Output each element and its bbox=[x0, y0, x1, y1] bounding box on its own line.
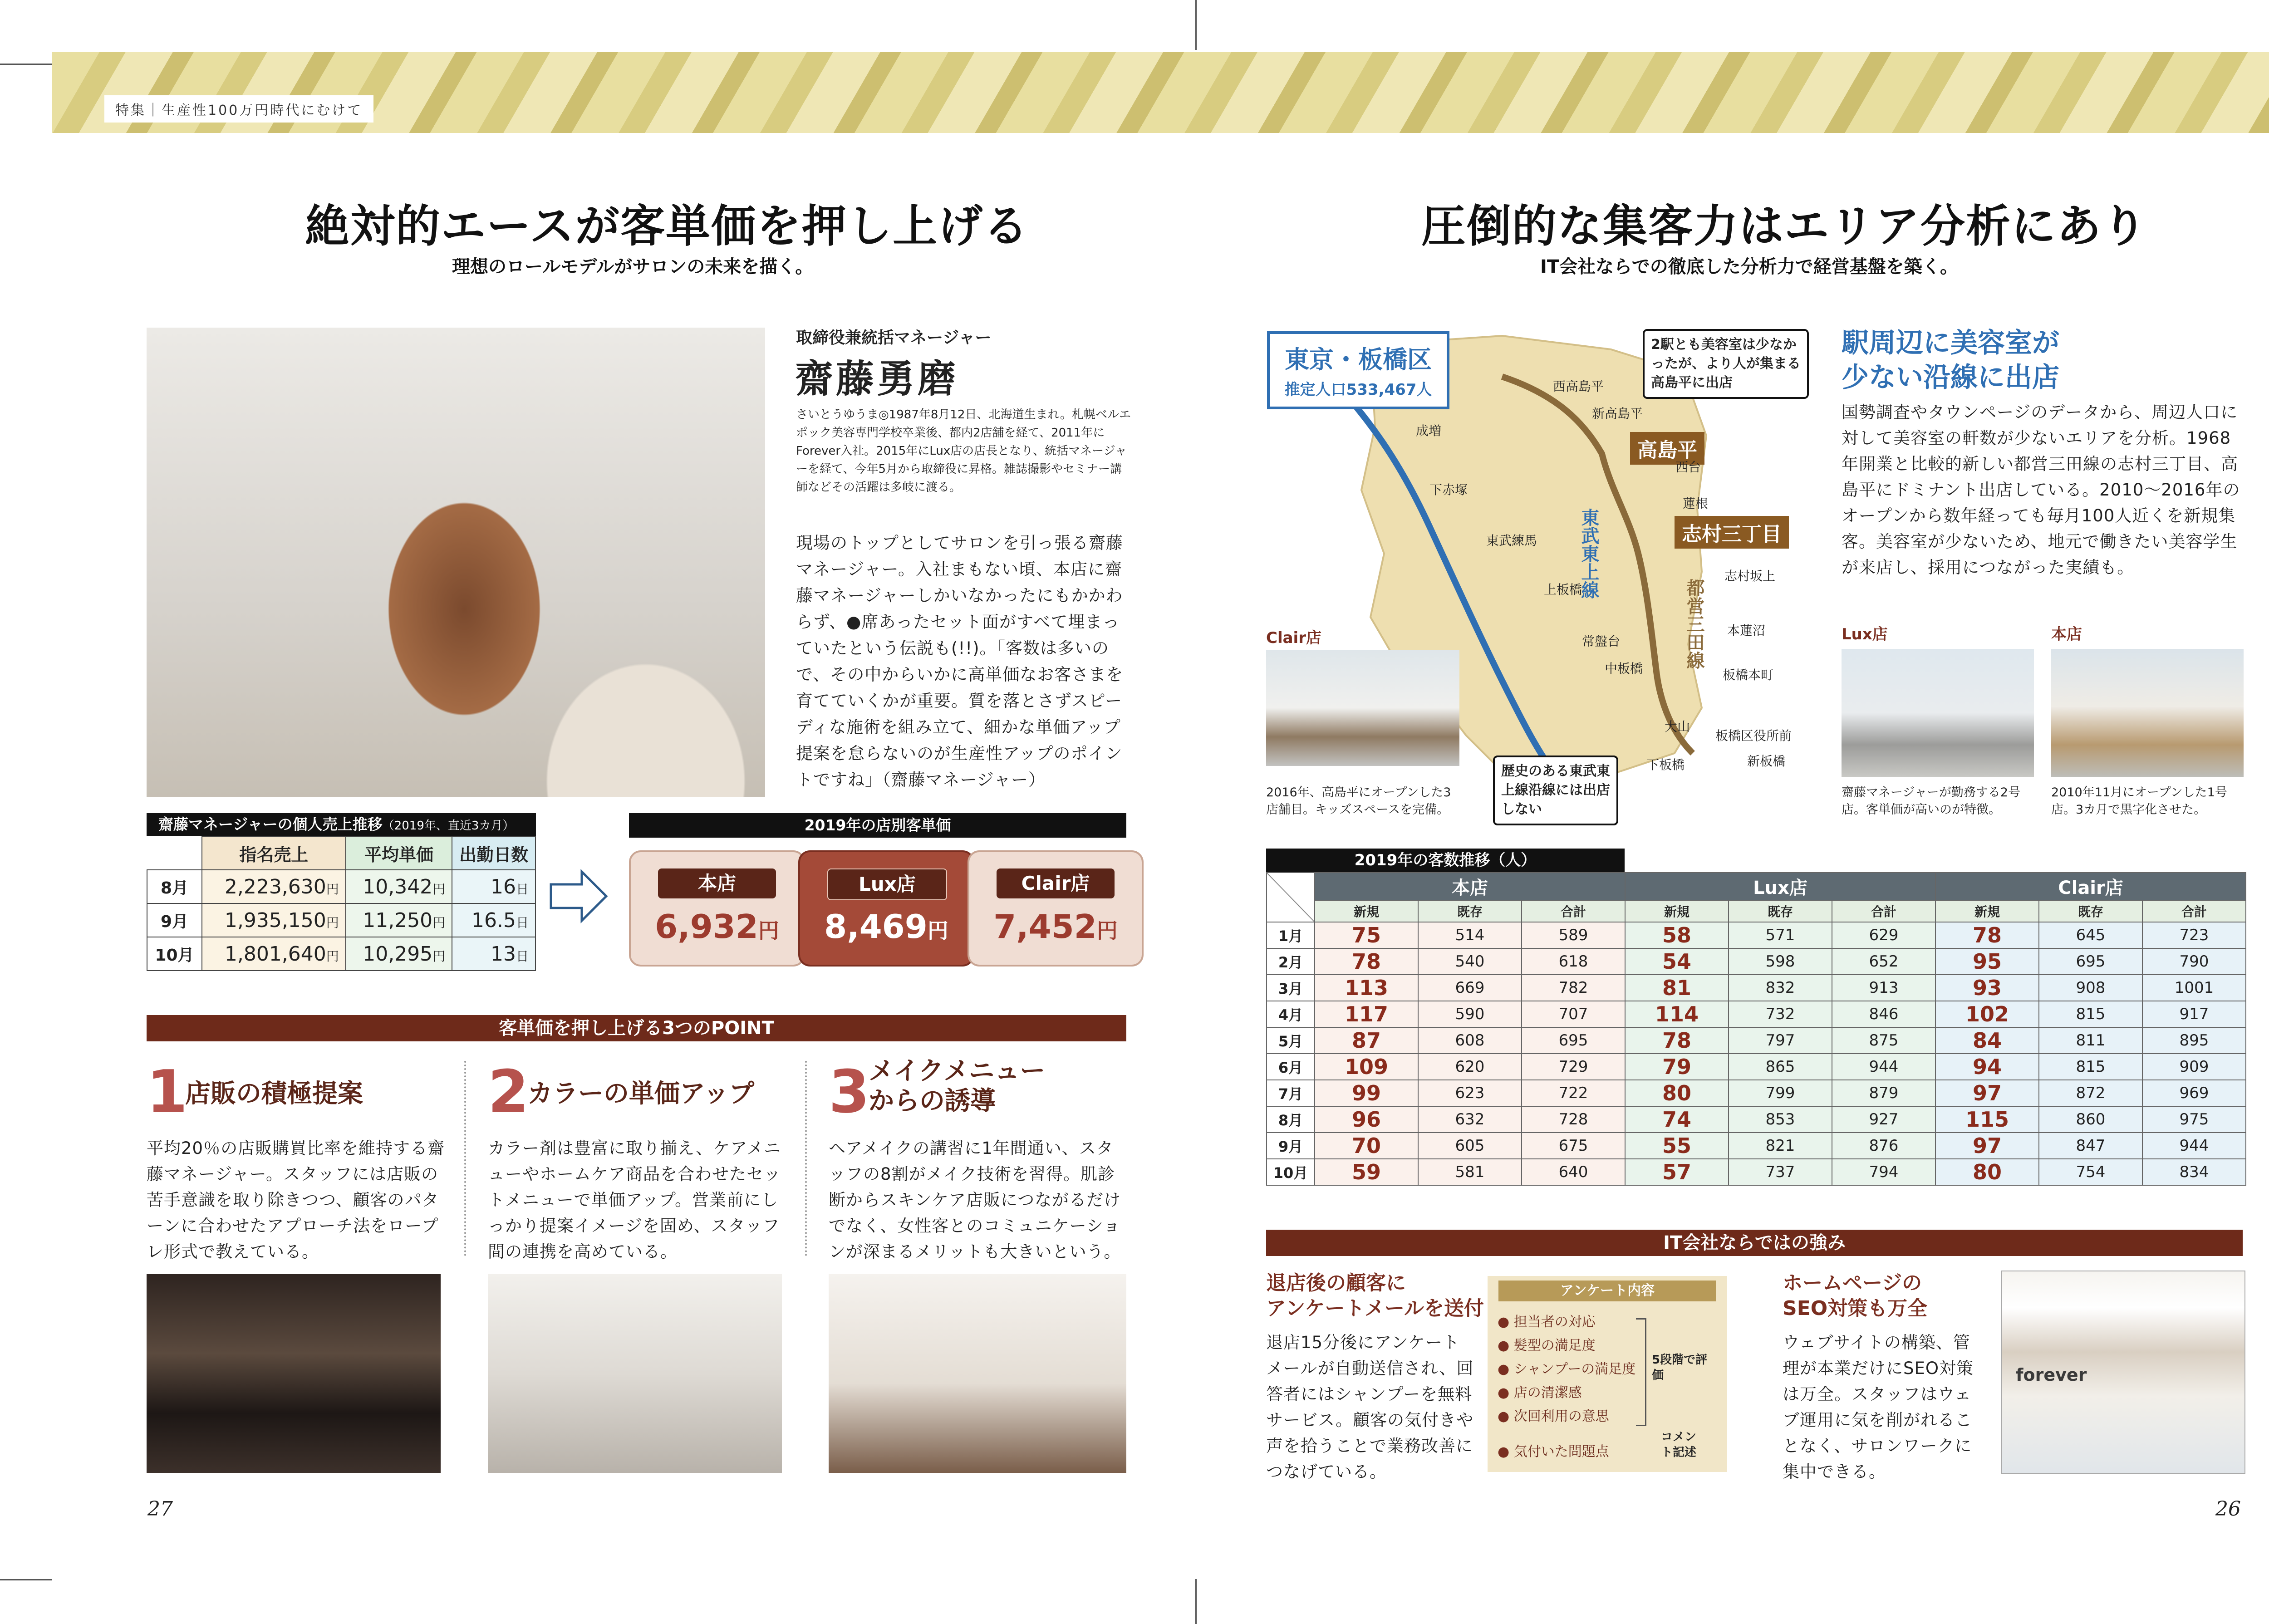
page-number-right: 26 bbox=[2215, 1497, 2241, 1521]
station-label: 下板橋 bbox=[1646, 757, 1685, 772]
day-unit: 日 bbox=[516, 915, 529, 930]
total-visitors-cell: 618 bbox=[1522, 948, 1625, 975]
returning-visitors-cell: 605 bbox=[1418, 1133, 1522, 1159]
new-visitors-cell: 102 bbox=[1935, 1001, 2039, 1027]
returning-visitors-cell: 645 bbox=[2039, 922, 2142, 948]
crop-mark bbox=[0, 1579, 52, 1580]
total-visitors-cell: 695 bbox=[1522, 1027, 1625, 1054]
returning-visitors-cell: 797 bbox=[1729, 1027, 1832, 1054]
store-price bbox=[800, 908, 972, 946]
table-row bbox=[1267, 1133, 2246, 1159]
avg-cell bbox=[346, 937, 452, 971]
lux-store-photo bbox=[1842, 649, 2034, 777]
new-visitors-cell: 84 bbox=[1935, 1027, 2039, 1054]
station-label: 常盤台 bbox=[1582, 634, 1621, 649]
price-unit: 円 bbox=[1096, 918, 1118, 943]
right-arrow-icon bbox=[549, 869, 608, 923]
sales-cell bbox=[202, 903, 346, 937]
station-highlight-shimura: 志村三丁目 bbox=[1675, 516, 1789, 549]
makeup-photo bbox=[829, 1274, 1126, 1473]
column-header: 合計 bbox=[2142, 900, 2246, 922]
rating-note: 5段階で評価 bbox=[1652, 1353, 1708, 1382]
new-visitors-cell: 95 bbox=[1935, 948, 2039, 975]
month-cell: 9月 bbox=[1267, 1133, 1315, 1159]
points-title-bar: 客単価を押し上げる3つのPOINT bbox=[147, 1015, 1126, 1041]
column-header: 既存 bbox=[1418, 900, 1522, 922]
survey-item-label: 店の清潔感 bbox=[1513, 1385, 1582, 1401]
store-price bbox=[969, 908, 1142, 946]
table-row bbox=[1267, 1106, 2246, 1133]
bullet-icon: ● bbox=[1498, 1408, 1510, 1424]
right-page-subtitle: IT会社ならでの徹底した分析力で経営基盤を築く。 bbox=[1540, 256, 1958, 277]
survey-item-label: 髪型の満足度 bbox=[1513, 1338, 1596, 1354]
yen-unit: 円 bbox=[432, 915, 446, 930]
station-highlight-takashimadaira: 高島平 bbox=[1630, 432, 1704, 465]
personal-sales-table bbox=[147, 836, 536, 971]
survey-item bbox=[1498, 1405, 1635, 1428]
point-title: 店販の積極提案 bbox=[185, 1079, 363, 1109]
point-number: 2 bbox=[488, 1057, 529, 1126]
total-visitors-cell: 846 bbox=[1832, 1001, 1935, 1027]
total-visitors-cell: 729 bbox=[1522, 1054, 1625, 1080]
returning-visitors-cell: 811 bbox=[2039, 1027, 2142, 1054]
total-visitors-cell: 879 bbox=[1832, 1080, 1935, 1106]
new-visitors-cell: 79 bbox=[1625, 1054, 1729, 1080]
table-header-empty bbox=[147, 836, 202, 870]
returning-visitors-cell: 669 bbox=[1418, 975, 1522, 1001]
new-visitors-cell: 113 bbox=[1315, 975, 1418, 1001]
visitor-table-title: 2019年の客数推移（人） bbox=[1266, 849, 1625, 872]
total-visitors-cell: 875 bbox=[1832, 1027, 1935, 1054]
avg-value: 10,342 bbox=[363, 875, 433, 898]
returning-visitors-cell: 632 bbox=[1418, 1106, 1522, 1133]
honten-store-label: 本店 bbox=[2051, 625, 2082, 643]
new-visitors-cell: 70 bbox=[1315, 1133, 1418, 1159]
returning-visitors-cell: 608 bbox=[1418, 1027, 1522, 1054]
site-logo: forever bbox=[2016, 1365, 2087, 1385]
new-visitors-cell: 58 bbox=[1625, 922, 1729, 948]
sales-value: 1,801,640 bbox=[224, 942, 326, 966]
station-label: 上板橋 bbox=[1544, 582, 1582, 597]
table-row bbox=[147, 870, 535, 903]
group-header: Lux店 bbox=[1625, 873, 1935, 900]
month-cell: 4月 bbox=[1267, 1001, 1315, 1027]
station-label: 下赤塚 bbox=[1429, 482, 1468, 497]
area-title: 東京・板橋区 bbox=[1285, 345, 1432, 374]
returning-visitors-cell: 571 bbox=[1729, 922, 1832, 948]
survey-box-title: アンケート内容 bbox=[1498, 1281, 1716, 1301]
area-box bbox=[1267, 331, 1449, 409]
new-visitors-cell: 96 bbox=[1315, 1106, 1418, 1133]
returning-visitors-cell: 623 bbox=[1418, 1080, 1522, 1106]
returning-visitors-cell: 620 bbox=[1418, 1054, 1522, 1080]
new-visitors-cell: 54 bbox=[1625, 948, 1729, 975]
store-price-title-bar: 2019年の店別客単価 bbox=[629, 813, 1126, 838]
survey-item-label: 担当者の対応 bbox=[1513, 1314, 1596, 1330]
returning-visitors-cell: 853 bbox=[1729, 1106, 1832, 1133]
total-visitors-cell: 944 bbox=[1832, 1054, 1935, 1080]
stylist-photo bbox=[147, 328, 765, 797]
total-visitors-cell: 917 bbox=[2142, 1001, 2246, 1027]
bullet-icon: ● bbox=[1498, 1361, 1510, 1377]
returning-visitors-cell: 754 bbox=[2039, 1159, 2142, 1185]
column-header: 既存 bbox=[1729, 900, 1832, 922]
total-visitors-cell: 675 bbox=[1522, 1133, 1625, 1159]
station-label: 志村坂上 bbox=[1724, 569, 1776, 584]
month-cell: 6月 bbox=[1267, 1054, 1315, 1080]
total-visitors-cell: 944 bbox=[2142, 1133, 2246, 1159]
new-visitors-cell: 78 bbox=[1935, 922, 2039, 948]
sales-cell bbox=[202, 870, 346, 903]
point-text: ヘアメイクの講習に1年間通い、スタッフの8割がメイク技術を習得。肌診断からスキンケア店販につながるだけでなく、女性客とのコミュニケーションが深まるメリットも大きいという。 bbox=[829, 1138, 1121, 1261]
avg-value: 11,250 bbox=[363, 908, 433, 932]
month-cell: 7月 bbox=[1267, 1080, 1315, 1106]
survey-item bbox=[1498, 1310, 1635, 1334]
days-cell bbox=[452, 870, 535, 903]
total-visitors-cell: 969 bbox=[2142, 1080, 2246, 1106]
section-tag: 特集｜生産性100万円時代にむけて bbox=[104, 95, 373, 123]
seo-text: ウェブサイトの構築、管理が本業だけにSEO対策は万全。スタッフはウェブ運用に気を削がれることなく、サロンワークに集中できる。 bbox=[1783, 1333, 1974, 1482]
right-page-title: 圧倒的な集客力はエリア分析にあり bbox=[1421, 201, 2148, 252]
days-value: 16.5 bbox=[471, 908, 516, 932]
profile-role: 取締役兼統括マネージャー bbox=[796, 329, 992, 347]
new-visitors-cell: 87 bbox=[1315, 1027, 1418, 1054]
price-unit: 円 bbox=[927, 918, 948, 943]
new-visitors-cell: 59 bbox=[1315, 1159, 1418, 1185]
returning-visitors-cell: 832 bbox=[1729, 975, 1832, 1001]
crop-mark bbox=[1195, 0, 1197, 50]
avg-value: 10,295 bbox=[363, 942, 433, 966]
total-visitors-cell: 723 bbox=[2142, 922, 2246, 948]
new-visitors-cell: 109 bbox=[1315, 1054, 1418, 1080]
table-row bbox=[1267, 1080, 2246, 1106]
personal-sales-title-bar bbox=[147, 813, 536, 836]
table-row bbox=[1267, 922, 2246, 948]
store-price-card-clair bbox=[968, 850, 1144, 967]
month-cell: 9月 bbox=[147, 903, 202, 937]
table-header: 指名売上 bbox=[202, 836, 346, 870]
price-value: 8,469 bbox=[824, 908, 928, 946]
new-visitors-cell: 78 bbox=[1315, 948, 1418, 975]
total-visitors-cell: 834 bbox=[2142, 1159, 2246, 1185]
station-label: 板橋区役所前 bbox=[1715, 728, 1792, 743]
station-label: 中板橋 bbox=[1605, 661, 1643, 676]
visitor-table bbox=[1266, 872, 2246, 1186]
total-visitors-cell: 909 bbox=[2142, 1054, 2246, 1080]
returning-visitors-cell: 799 bbox=[1729, 1080, 1832, 1106]
survey-text: 退店15分後にアンケートメールが自動送信され、回答者にはシャンプーを無料サービス。顧客の気付きや声を拾うことで業務改善につなげている。 bbox=[1266, 1333, 1474, 1482]
table-row bbox=[1267, 975, 2246, 1001]
yen-unit: 円 bbox=[432, 881, 446, 897]
yen-unit: 円 bbox=[326, 881, 339, 897]
store-label: Lux店 bbox=[827, 868, 947, 900]
bullet-icon: ● bbox=[1498, 1385, 1510, 1401]
new-visitors-cell: 94 bbox=[1935, 1054, 2039, 1080]
clair-store-photo bbox=[1266, 650, 1459, 766]
table-row bbox=[147, 937, 535, 971]
corner-cell bbox=[1267, 873, 1315, 922]
left-page-subtitle: 理想のロールモデルがサロンの未来を描く。 bbox=[452, 256, 814, 277]
returning-visitors-cell: 860 bbox=[2039, 1106, 2142, 1133]
survey-item bbox=[1498, 1440, 1635, 1464]
table-row bbox=[1267, 1001, 2246, 1027]
station-label: 蓮根 bbox=[1683, 496, 1709, 511]
returning-visitors-cell: 865 bbox=[1729, 1054, 1832, 1080]
returning-visitors-cell: 590 bbox=[1418, 1001, 1522, 1027]
seo-heading-line2: SEO対策も万全 bbox=[1783, 1297, 1928, 1320]
new-visitors-cell: 78 bbox=[1625, 1027, 1729, 1054]
bracket bbox=[1636, 1318, 1646, 1426]
sales-value: 2,223,630 bbox=[224, 875, 326, 898]
point-title bbox=[869, 1056, 1045, 1116]
total-visitors-cell: 895 bbox=[2142, 1027, 2246, 1054]
returning-visitors-cell: 540 bbox=[1418, 948, 1522, 975]
returning-visitors-cell: 815 bbox=[2039, 1001, 2142, 1027]
table-row bbox=[1267, 1054, 2246, 1080]
new-visitors-cell: 115 bbox=[1935, 1106, 2039, 1133]
survey-items bbox=[1498, 1310, 1635, 1464]
strategy-text: 国勢調査やタウンページのデータから、周辺人口に対して美容室の軒数が少ないエリアを分析。1968年開業と比較的新しい都営三田線の志村三丁目、高島平にドミナント出店している。2010～2016年のオープンから数年経っても毎月100人近くを新規集客。美容室が少ないため、地元で働きたい美容学生が来店し、採用につながった実績も。 bbox=[1842, 402, 2240, 577]
callout-top: 2駅とも美容室は少なかったが、より人が集まる高島平に出店 bbox=[1643, 329, 1809, 399]
month-cell: 1月 bbox=[1267, 922, 1315, 948]
station-label: 板橋本町 bbox=[1723, 667, 1774, 682]
returning-visitors-cell: 908 bbox=[2039, 975, 2142, 1001]
returning-visitors-cell: 872 bbox=[2039, 1080, 2142, 1106]
price-value: 6,932 bbox=[655, 908, 758, 946]
station-label: 西台 bbox=[1675, 460, 1701, 475]
left-page-title: 絶対的エースが客単価を押し上げる bbox=[305, 201, 1029, 252]
new-visitors-cell: 99 bbox=[1315, 1080, 1418, 1106]
color-consult-photo bbox=[488, 1274, 782, 1473]
lux-store-caption: 齋藤マネージャーが勤務する2号店。客単価が高いのが特徴。 bbox=[1842, 785, 2021, 817]
total-visitors-cell: 728 bbox=[1522, 1106, 1625, 1133]
new-visitors-cell: 97 bbox=[1935, 1133, 2039, 1159]
store-label: 本店 bbox=[658, 868, 776, 898]
month-cell: 2月 bbox=[1267, 948, 1315, 975]
strategy-heading bbox=[1842, 326, 2059, 395]
column-divider bbox=[805, 1061, 807, 1256]
crop-mark bbox=[1195, 1579, 1197, 1624]
column-header: 新規 bbox=[1625, 900, 1729, 922]
month-cell: 10月 bbox=[147, 937, 202, 971]
survey-heading-line2: アンケートメールを送付 bbox=[1266, 1297, 1484, 1320]
station-label: 新高島平 bbox=[1592, 406, 1643, 421]
yen-unit: 円 bbox=[326, 915, 339, 930]
month-cell: 3月 bbox=[1267, 975, 1315, 1001]
sales-value: 1,935,150 bbox=[224, 908, 326, 932]
retail-shelf-photo bbox=[147, 1274, 441, 1473]
personal-sales-title: 齋藤マネージャーの個人売上推移 bbox=[158, 815, 383, 833]
new-visitors-cell: 117 bbox=[1315, 1001, 1418, 1027]
station-label: 西高島平 bbox=[1553, 379, 1604, 394]
returning-visitors-cell: 847 bbox=[2039, 1133, 2142, 1159]
bullet-icon: ● bbox=[1498, 1338, 1510, 1354]
honten-store-caption: 2010年11月にオープンした1号店。3カ月で黒字化させた。 bbox=[2051, 785, 2227, 817]
store-label: Clair店 bbox=[997, 868, 1115, 898]
table-row bbox=[1267, 1159, 2246, 1185]
total-visitors-cell: 975 bbox=[2142, 1106, 2246, 1133]
returning-visitors-cell: 732 bbox=[1729, 1001, 1832, 1027]
station-label: 東武練馬 bbox=[1486, 533, 1537, 548]
group-header: 本店 bbox=[1315, 873, 1625, 900]
personal-sales-note: （2019年、直近3カ月） bbox=[382, 819, 515, 833]
website-screenshot bbox=[2001, 1271, 2245, 1474]
price-unit: 円 bbox=[758, 918, 779, 943]
survey-item bbox=[1498, 1358, 1635, 1381]
total-visitors-cell: 927 bbox=[1832, 1106, 1935, 1133]
total-visitors-cell: 629 bbox=[1832, 922, 1935, 948]
table-row bbox=[1267, 1027, 2246, 1054]
total-visitors-cell: 913 bbox=[1832, 975, 1935, 1001]
visitor-table-body bbox=[1267, 922, 2246, 1185]
clair-store-caption: 2016年、高島平にオープンした3店舗目。キッズスペースを完備。 bbox=[1266, 785, 1451, 817]
survey-item bbox=[1498, 1334, 1635, 1358]
table-row bbox=[147, 903, 535, 937]
days-cell bbox=[452, 903, 535, 937]
avg-cell bbox=[346, 870, 452, 903]
total-visitors-cell: 790 bbox=[2142, 948, 2246, 975]
seo-heading bbox=[1783, 1271, 1927, 1321]
total-visitors-cell: 782 bbox=[1522, 975, 1625, 1001]
days-value: 13 bbox=[490, 942, 516, 966]
bullet-icon: ● bbox=[1498, 1444, 1510, 1460]
point-number: 1 bbox=[147, 1057, 188, 1126]
total-visitors-cell: 722 bbox=[1522, 1080, 1625, 1106]
it-strengths-title-bar: IT会社ならではの強み bbox=[1266, 1230, 2243, 1256]
table-header: 平均単価 bbox=[346, 836, 452, 870]
store-price-card-honten bbox=[629, 850, 805, 967]
yen-unit: 円 bbox=[326, 948, 339, 964]
clair-store-label: Clair店 bbox=[1266, 629, 1321, 647]
page-number-left: 27 bbox=[147, 1497, 173, 1521]
total-visitors-cell: 707 bbox=[1522, 1001, 1625, 1027]
column-header: 新規 bbox=[1315, 900, 1418, 922]
new-visitors-cell: 57 bbox=[1625, 1159, 1729, 1185]
strategy-heading-line2: 少ない沿線に出店 bbox=[1842, 362, 2059, 393]
month-cell: 8月 bbox=[1267, 1106, 1315, 1133]
column-header: 合計 bbox=[1522, 900, 1625, 922]
point-title-line1: メイクメニュー bbox=[869, 1056, 1046, 1086]
new-visitors-cell: 55 bbox=[1625, 1133, 1729, 1159]
returning-visitors-cell: 514 bbox=[1418, 922, 1522, 948]
new-visitors-cell: 93 bbox=[1935, 975, 2039, 1001]
total-visitors-cell: 652 bbox=[1832, 948, 1935, 975]
station-label: 新板橋 bbox=[1747, 754, 1786, 769]
month-cell: 5月 bbox=[1267, 1027, 1315, 1054]
sales-cell bbox=[202, 937, 346, 971]
area-population: 推定人口533,467人 bbox=[1284, 381, 1432, 399]
returning-visitors-cell: 695 bbox=[2039, 948, 2142, 975]
new-visitors-cell: 114 bbox=[1625, 1001, 1729, 1027]
new-visitors-cell: 75 bbox=[1315, 922, 1418, 948]
profile-text: 現場のトップとしてサロンを引っ張る齋藤マネージャー。入社まもない頃、本店に齋藤マネージャーしかいなかったにもかかわらず、●席あったセット面がすべて埋まっていたという伝説も(!!)。「客数は多いので、その中からいかに高単価なお客さまを育てていくかが重要。質を落とさずスピーディな施術を組み立て、細かな単価アップ提案を怠らないのが生産性アップのポイントですね」（齋藤マネージャー） bbox=[796, 533, 1124, 790]
tobu-line-label: 東武東上線 bbox=[1578, 508, 1599, 599]
survey-item-label: シャンプーの満足度 bbox=[1513, 1361, 1636, 1377]
day-unit: 日 bbox=[516, 948, 529, 964]
callout-bottom: 歴史のある東武東上線沿線には出店しない bbox=[1493, 756, 1618, 825]
column-divider bbox=[464, 1061, 466, 1256]
survey-heading-line1: 退店後の顧客に bbox=[1266, 1271, 1406, 1295]
profile-name: 齋藤勇磨 bbox=[795, 357, 959, 401]
seo-heading-line1: ホームページの bbox=[1783, 1271, 1922, 1295]
returning-visitors-cell: 598 bbox=[1729, 948, 1832, 975]
days-value: 16 bbox=[490, 875, 516, 898]
point-number: 3 bbox=[829, 1057, 870, 1126]
survey-heading bbox=[1266, 1271, 1484, 1321]
days-cell bbox=[452, 937, 535, 971]
month-cell: 10月 bbox=[1267, 1159, 1315, 1185]
money-banner bbox=[52, 52, 2269, 133]
crop-mark bbox=[0, 64, 52, 65]
returning-visitors-cell: 737 bbox=[1729, 1159, 1832, 1185]
station-label: 成増 bbox=[1416, 423, 1442, 438]
avg-cell bbox=[346, 903, 452, 937]
new-visitors-cell: 80 bbox=[1625, 1080, 1729, 1106]
point-text: カラー剤は豊富に取り揃え、ケアメニューやホームケア商品を合わせたセットメニューで単価アップ。営業前にしっかり提案イメージを固め、スタッフ間の連携を高めている。 bbox=[488, 1138, 781, 1261]
total-visitors-cell: 794 bbox=[1832, 1159, 1935, 1185]
point-title: カラーの単価アップ bbox=[527, 1079, 755, 1109]
returning-visitors-cell: 581 bbox=[1418, 1159, 1522, 1185]
new-visitors-cell: 80 bbox=[1935, 1159, 2039, 1185]
store-price bbox=[631, 908, 803, 946]
station-label: 本蓮沼 bbox=[1727, 623, 1766, 638]
bullet-icon: ● bbox=[1498, 1314, 1510, 1330]
survey-item-label: 気付いた問題点 bbox=[1513, 1444, 1609, 1460]
total-visitors-cell: 589 bbox=[1522, 922, 1625, 948]
new-visitors-cell: 81 bbox=[1625, 975, 1729, 1001]
total-visitors-cell: 1001 bbox=[2142, 975, 2246, 1001]
column-header: 新規 bbox=[1935, 900, 2039, 922]
returning-visitors-cell: 821 bbox=[1729, 1133, 1832, 1159]
point-title-line2: からの誘導 bbox=[869, 1086, 996, 1116]
survey-item bbox=[1498, 1381, 1635, 1405]
store-price-card-lux bbox=[798, 850, 974, 967]
mita-line-label: 都営三田線 bbox=[1684, 579, 1704, 669]
station-label: 大山 bbox=[1665, 719, 1690, 734]
profile-bio: さいとうゆうま◎1987年8月12日、北海道生まれ。札幌ベルエポック美容専門学校卒業後、都内2店舗を経て、2011年にForever入社。2015年にLux店の店長となり、統括マネージャーを経て、今年5月から取締役に昇格。雑誌撮影やセミナー講師などその活躍は多岐に渡る。 bbox=[796, 408, 1131, 494]
lux-store-label: Lux店 bbox=[1842, 625, 1888, 643]
total-visitors-cell: 876 bbox=[1832, 1133, 1935, 1159]
comment-note: コメント記述 bbox=[1661, 1430, 1697, 1459]
column-header: 合計 bbox=[1832, 900, 1935, 922]
yen-unit: 円 bbox=[432, 948, 446, 964]
column-header: 既存 bbox=[2039, 900, 2142, 922]
returning-visitors-cell: 815 bbox=[2039, 1054, 2142, 1080]
new-visitors-cell: 97 bbox=[1935, 1080, 2039, 1106]
group-header: Clair店 bbox=[1935, 873, 2246, 900]
price-value: 7,452 bbox=[993, 908, 1097, 946]
point-text: 平均20％の店販購買比率を維持する齋藤マネージャー。スタッフには店販の苦手意識を取り除きつつ、顧客のパターンに合わせたアプローチ法をロープレ形式で教えている。 bbox=[147, 1138, 445, 1261]
table-header: 出勤日数 bbox=[452, 836, 535, 870]
total-visitors-cell: 640 bbox=[1522, 1159, 1625, 1185]
honten-store-photo bbox=[2051, 649, 2244, 777]
day-unit: 日 bbox=[516, 881, 529, 897]
new-visitors-cell: 74 bbox=[1625, 1106, 1729, 1133]
table-row bbox=[1267, 948, 2246, 975]
month-cell: 8月 bbox=[147, 870, 202, 903]
strategy-heading-line1: 駅周辺に美容室が bbox=[1842, 327, 2059, 359]
survey-item-label: 次回利用の意思 bbox=[1513, 1408, 1609, 1424]
